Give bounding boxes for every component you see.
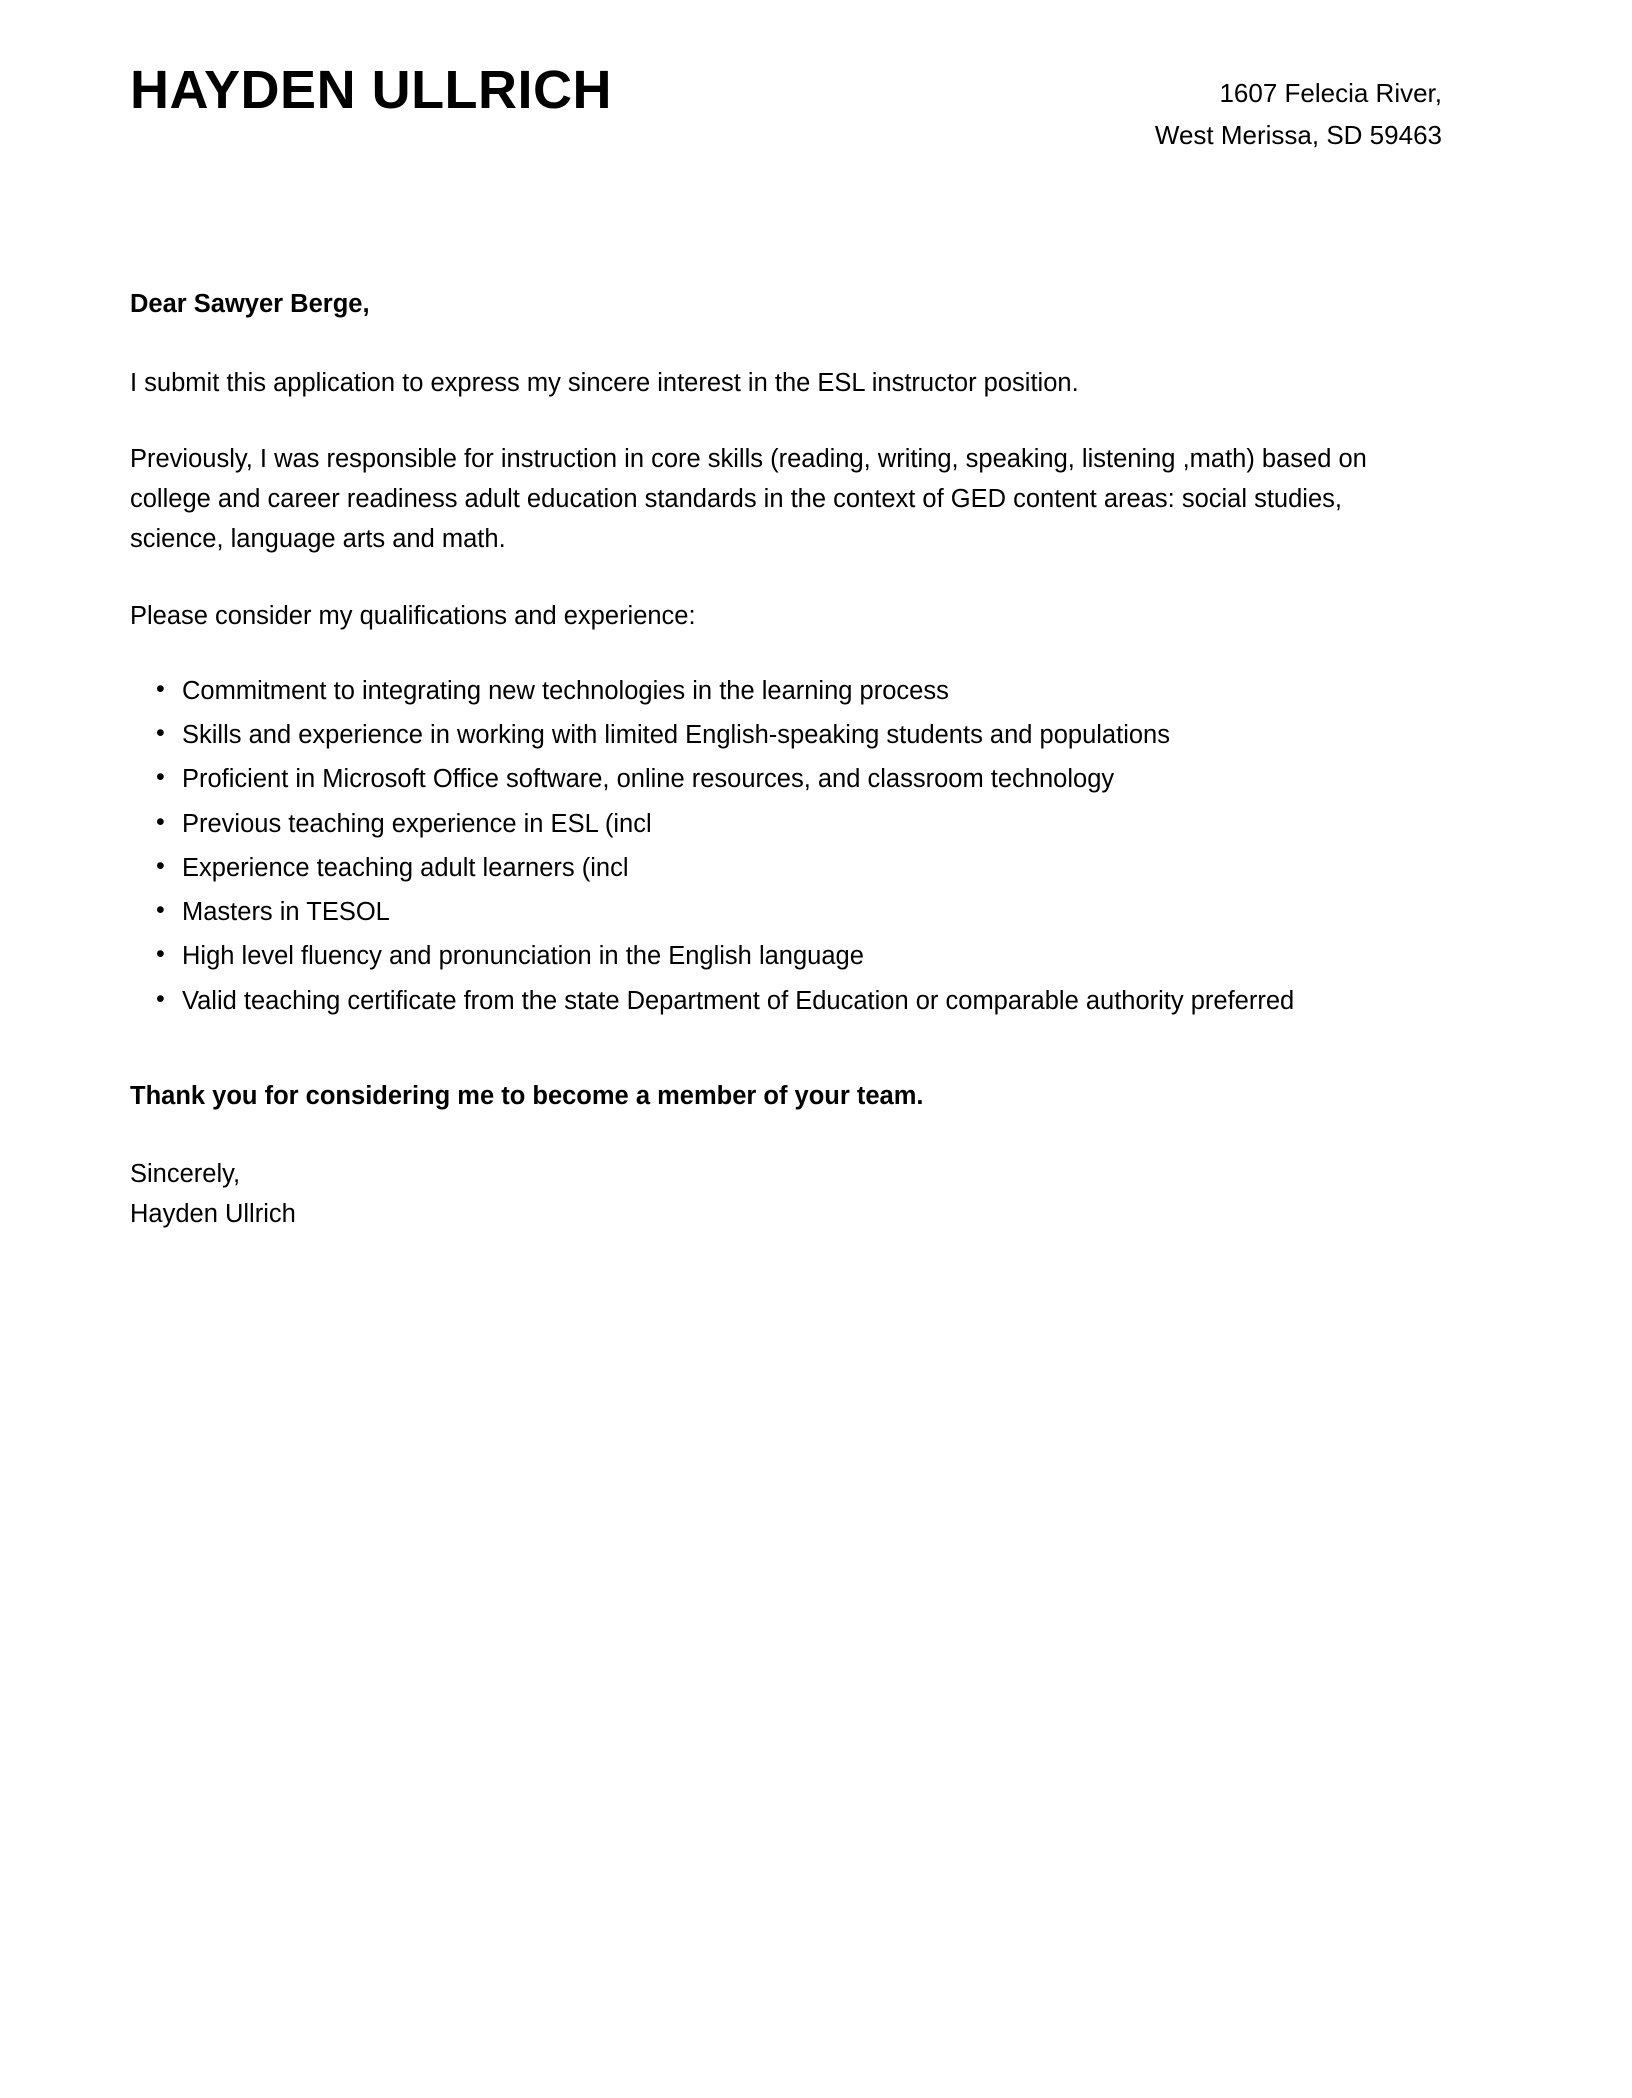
list-item: • Masters in TESOL bbox=[130, 893, 1442, 931]
list-item: • Commitment to integrating new technologies in the learning process bbox=[130, 672, 1442, 710]
letter-header bbox=[130, 0, 1442, 156]
letter-body bbox=[130, 284, 1442, 1235]
list-item: • Skills and experience in working with limited English-speaking students and populations bbox=[130, 716, 1442, 754]
sign-off: Sincerely, bbox=[130, 1160, 241, 1189]
list-item: • Valid teaching certificate from the state Department of Education or comparable authority preferred bbox=[130, 982, 1442, 1020]
signature-block bbox=[130, 1154, 1442, 1235]
qualifications-lead-in: Please consider my qualifications and experience: bbox=[130, 601, 696, 630]
letter-content bbox=[130, 0, 1442, 1235]
list-item: • Experience teaching adult learners (incl bbox=[130, 849, 1442, 887]
salutation: Dear Sawyer Berge, bbox=[130, 290, 370, 319]
list-item: • Previous teaching experience in ESL (incl bbox=[130, 805, 1442, 843]
closing-statement: Thank you for considering me to become a member of your team. bbox=[130, 1081, 924, 1110]
sender-address-block bbox=[1155, 62, 1442, 156]
intro-paragraph: I submit this application to express my sincere interest in the ESL instructor position. bbox=[130, 368, 1079, 397]
experience-paragraph: Previously, I was responsible for instruction in core skills (reading, writing, speaking, listening ,math) based on college and career readiness adult education standards in the context of GED content areas: social studies, science, language arts and math. bbox=[130, 444, 1367, 554]
signature-name: Hayden Ullrich bbox=[130, 1200, 296, 1229]
list-item: • High level fluency and pronunciation in the English language bbox=[130, 937, 1442, 975]
qualifications-list bbox=[130, 672, 1442, 1020]
address-city-state-zip: West Merissa, SD 59463 bbox=[1154, 120, 1442, 151]
list-item: • Proficient in Microsoft Office software, online resources, and classroom technology bbox=[130, 760, 1442, 798]
address-street: 1607 Felecia River, bbox=[1219, 78, 1442, 108]
page-title: HAYDEN ULLRICH bbox=[130, 60, 613, 120]
